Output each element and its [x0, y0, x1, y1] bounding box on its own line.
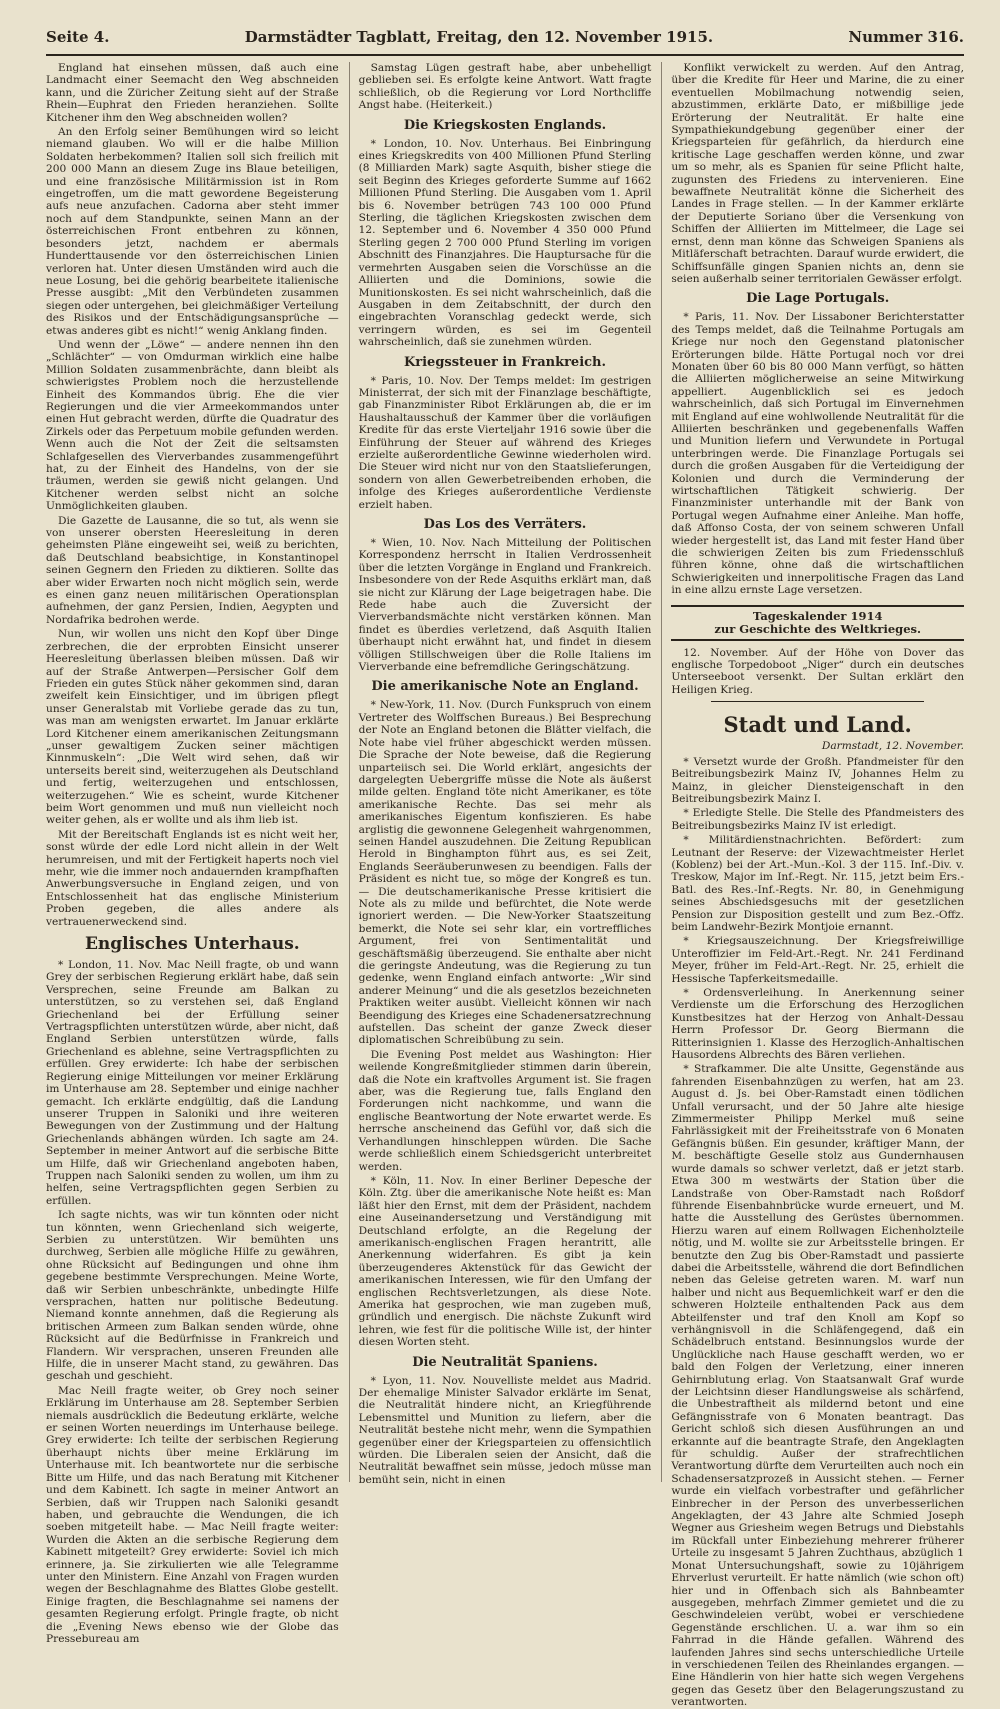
paragraph: * Ordensverleihung. In Anerkennung seiner Verdienste um die Erforschung des Herzoglichen Kunstbesitzes hat der Herzog von Anhalt-Dessau Herrn Professor Dr. Georg Biermann die Ritterinsignien 1. Klasse des Herzoglich-Anhaltischen Hausordens Albrechts des Bären verliehen.	[671, 987, 965, 1062]
masthead	[46, 28, 964, 56]
kalender-subtitle: zur Geschichte des Weltkrieges.	[714, 621, 921, 636]
headline-unterhaus: Englisches Unterhaus.	[84, 934, 300, 955]
paragraph: 12. November. Auf der Höhe von Dover das englische Torpedoboot „Niger“ durch ein deutsches Unterseeboot versenkt. Der Sultan erklärt den Heiligen Krieg.	[671, 646, 965, 696]
paragraph: Samstag Lügen gestraft habe, aber unbehelligt geblieben sei. Es erfolgte keine Antwort. Watt fragte schließlich, ob die Regierung vor Lord Northcliffe Angst habe. (Heiterkeit.)	[358, 62, 652, 112]
paragraph: * Köln, 11. Nov. In einer Berliner Depesche der Köln. Ztg. über die amerikanische Note heißt es: Man läßt hier den Ernst, mit dem der Präsident, nachdem eine Auseinandersetzung und Verständigung mit Deutschland erfolgte, an die Regelung der amerikanisch-englischen Fragen herantritt, alle Anerkennung widerfahren. Es gibt ja kein überzeugenderes Aktenstück für das Gewicht der amerikanischen Interessen, wie für den Umfang der englischen Rechtsverletzungen, als diese Note. Amerika hat gesprochen, wie man zugeben muß, gründlich und energisch. Die nächste Zukunft wird lehren, wie fest für die politische Wille ist, der hinter diesen Worten steht.	[358, 1174, 652, 1349]
kalender-title: Tageskalender 1914	[752, 608, 883, 623]
paragraph: Die Gazette de Lausanne, die so tut, als wenn sie von unserer obersten Heeresleitung in deren geheimsten Pläne eingeweiht sei, weiß zu berichten, daß Deutschland beabsichtige, in Konstantinopel seinen Gegnern den Frieden zu diktieren. Sollte das aber wider Erwarten noch nicht möglich sein, werde es einen ganz neuen militärischen Operationsplan aufnehmen, der ganz Persien, Indien, Aegypten und Nordafrika bedrohen werde.	[46, 514, 339, 626]
headline-portugal: Die Lage Portugals.	[746, 291, 890, 307]
paragraph: Mac Neill fragte weiter, ob Grey noch seiner Erklärung im Unterhause am 28. September Serbien niemals ausdrücklich die Bedeutung erklärte, welche er seinen Worten neuerdings im Unterhause beilege. Grey erwiderte: Ich teilte der serbischen Regierung überhaupt nichts über meine Erklärung im Unterhause mit. Ich beantwortete nur die serbische Bitte um Hilfe, und das nach Beratung mit Kitchener und dem Kabinett. Ich sagte in meiner Antwort an Serbien, daß wir Truppen nach Saloniki gesandt haben, und gebrauchte die Wendungen, die ich soeben mitgeteilt habe. — Mac Neill fragte weiter: Wurden die Akten an die serbische Regierung dem Kabinett mitgeteilt? Grey erwiderte: Soviel ich mich erinnere, ja. Sie zirkulierten wie alle Telegramme unter den Ministern. Eine Anzahl von Fragen wurden wegen der Beschlagnahme des Blattes Globe gestellt. Einige fragten, die Beschlagnahme sei namens der gesamten Regierung erfolgt. Pringle fragte, ob nicht die „Evening News ebenso wie der Globe das Pressebureau am	[46, 1384, 339, 1645]
paragraph: * Versetzt wurde der Großh. Pfandmeister für den Beitreibungsbezirk Mainz IV, Johannes Helm zu Mainz, in gleicher Diensteigenschaft in den Beitreibungsbezirk Mainz I.	[671, 755, 965, 805]
headline-kriegssteuer: Kriegssteuer in Frankreich.	[403, 354, 607, 370]
paragraph: England hat einsehen müssen, daß auch eine Landmacht einer Seemacht den Weg abschneiden kann, und die Züricher Zeitung sieht auf der Straße Rhein—Euphrat den Frieden heranziehen. Sollte Kitchener ihm den Weg abschneiden wollen?	[46, 62, 339, 124]
page-number: Seite 4.	[46, 28, 110, 46]
paragraph: * London, 10. Nov. Unterhaus. Bei Einbringung eines Kriegskredits von 400 Millionen Pfund Sterling (8 Milliarden Mark) sagte Asquith, bisher stiege die seit Beginn des Krieges geforderte Summe auf 1662 Millionen Pfund Sterling. Die Ausgaben vom 1. April bis 6. November betrügen 743 100 000 Pfund Sterling, die täglichen Kriegskosten zwischen dem 12. September und 6. November 4 350 000 Pfund Sterling gegen 2 700 000 Pfund Sterling im vorigen Abschnitt des Finanzjahres. Die Hauptursache für die vermehrten Ausgaben seien die Vorschüsse an die Alliierten und die Dominions, sowie die Munitionskosten. Es sei nicht wahrscheinlich, daß die Ausgaben in dem Zeitabschnitt, der durch den eingebrachten Voranschlag gedeckt werde, sich verringern würden, es sei im Gegenteil wahrscheinlich, daß sie zunehmen würden.	[358, 137, 652, 349]
paragraph: * Paris, 10. Nov. Der Temps meldet: Im gestrigen Ministerrat, der sich mit der Finanzlage beschäftigte, gab Finanzminister Ribot Erklärungen ab, die er im Haushaltausschuß der Kammer über die vorläufigen Kredite für das erste Vierteljahr 1916 sowie über die Einführung der Steuer auf während des Krieges erzielte außerordentliche Gewinne wiederholen wird. Die Steuer wird nicht nur von den Staatslieferungen, sondern von allen Gewerbetreibenden erhoben, die infolge des Krieges außerordentliche Verdienste erzielt haben.	[358, 374, 652, 511]
paragraph: * Lyon, 11. Nov. Nouvelliste meldet aus Madrid. Der ehemalige Minister Salvador erklärte im Senat, die Neutralität hindere nicht, an Kriegführende Lebensmittel und Munition zu liefern, aber die Neutralität bestehe nicht mehr, wenn die Sympathien gegenüber einer der Kriegsparteien zu offensichtlich würden. Die Liberalen seien der Ansicht, daß die Neutralität bewaffnet sein müsse, jedoch müsse man bemüht sein, nicht in einen	[358, 1374, 652, 1486]
headline-note: Die amerikanische Note an England.	[371, 679, 639, 695]
paragraph: Ich sagte nichts, was wir tun könnten oder nicht tun könnten, wenn Griechenland sich weigerte, Serbien zu unterstützen. Wir bemühten uns durchweg, Serbien alle mögliche Hilfe zu gewähren, ohne Rücksicht auf Bedingungen und ohne ihm gegebene bestimmte Versprechungen. Meine Worte, daß wir Serbien unbeschränkte, unbedingte Hilfe versprachen, hatten nur politische Bedeutung. Niemand konnte annehmen, daß die Regierung als britischen Armeen zum Balkan senden würde, ohne Rücksicht auf die Bedürfnisse in Frankreich und Flandern. Wir versprachen, unseren Freunden alle Hilfe, die in unserer Macht stand, zu gewähren. Das geschah und geschieht.	[46, 1209, 339, 1383]
paragraph: Mit der Bereitschaft Englands ist es nicht weit her, sonst würde der edle Lord nicht allein in der Welt herumreisen, und mit der Fertigkeit haperts noch viel mehr, wie die immer noch andauernden krampfhaften Anwerbungsversuche in England zeigen, und von Entschlossenheit hat das englische Ministerium Proben gegeben, die alles andere als vertrauenerweckend sind.	[46, 828, 339, 928]
columns	[46, 62, 965, 1709]
issue-number: Nummer 316.	[848, 28, 964, 46]
paragraph: * Kriegsauszeichnung. Der Kriegsfreiwillige Unteroffizier im Feld-Art.-Regt. Nr. 241 Ferdinand Meyer, früher im Feld-Art.-Regt. Nr. 25, erhielt die Hessische Tapferkeitsmedaille.	[671, 935, 965, 985]
paragraph: * Wien, 10. Nov. Nach Mitteilung der Politischen Korrespondenz herrscht in Italien Verdrossenheit über die letzten Vorgänge in England und Frankreich. Insbesondere von der Rede Asquiths erklärt man, daß sie nicht zur Klärung der Lage beigetragen habe. Die Rede habe auch die Zuversicht der Vierverbandsmächte nicht verstärken können. Man findet es überdies verletzend, daß Asquith Italien überhaupt nicht erwähnt hat, und findet in diesem völligen Stillschweigen über die Rolle Italiens im Vierverbande eine befremdliche Geringschätzung.	[358, 537, 652, 674]
dateline: Darmstadt, 12. November.	[821, 740, 965, 753]
headline-stadt-und-land: Stadt und Land.	[723, 712, 912, 738]
paragraph: * Erledigte Stelle. Die Stelle des Pfandmeisters des Beitreibungsbezirks Mainz IV ist erledigt.	[671, 807, 965, 832]
paragraph: * New-York, 11. Nov. (Durch Funkspruch von einem Vertreter des Wolffschen Bureaus.) Bei Besprechung der Note an England betonen die Blätter vielfach, die Note habe viel früher abgeschickt werden müssen. Die Sprache der Note beweise, daß die Regierung unparteiisch sei. Die World erklärt, angesichts der dargelegten Uebergriffe müsse die Note als äußerst milde gelten. England töte nicht Amerikaner, es töte amerikanische Rechte. Das sei mehr als amerikanisches Eigentum konfiszieren. Es habe arglistig die gewonnene Gelegenheit wahrgenommen, seinen Handel auszudehnen. Die Zeitung Republican Herold in Binghampton führt aus, es sei Zeit, Englands Seeräuberunwesen zu beendigen. Falls der Präsident es nicht tue, so möge der Kongreß es tun. — Die deutschamerikanische Presse kritisiert die Note als zu milde und befürchtet, die Note werde ignoriert werden. — Die New-Yorker Staatszeitung bemerkt, die Note sei sehr klar, ein vortreffliches Argument, frei von Sentimentalität und geschäftsmäßig überzeugend. Sie enthalte aber nicht die geringste Andeutung, was die Regierung zu tun gedenke, wenn England einfach antworte: „Wir sind anderer Meinung“ und die als gesetzlos bezeichneten Praktiken weiter ausübt. Vielleicht können wir nach Beendigung des Krieges eine Schadenersatzrechnung aufstellen. Das scheint der ganze Zweck dieser diplomatischen Schreibübung zu sein.	[358, 699, 652, 1047]
column-1	[46, 62, 339, 1645]
paragraph: Nun, wir wollen uns nicht den Kopf über Dinge zerbrechen, die der erprobten Einsicht unserer Heeresleitung überlassen bleiben müssen. Daß wir auf der Straße Antwerpen—Persischer Golf dem Frieden ein gutes Stück näher gekommen sind, daran zweifelt kein Einsichtiger, und im übrigen pflegt unser Generalstab mit Vorliebe gerade das zu tun, was man am wenigsten erwartet. Im Januar erklärte Lord Kitchener einem amerikanischen Zeitungsmann „unser gewaltigem Zucken seiner mächtigen Kinnmuskeln“: „Die Welt wird sehen, daß wir unterseits bereit sind, weiterzugehen als Deutschland und fertig, weiterzugehen und entschlossen, weiterzugehen.“ Wie es scheint, wurde Kitchener beim Wort genommen und muß nun vielleicht noch weiter gehen, als er wollte und als ihm lieb ist.	[46, 628, 339, 827]
column-3	[661, 62, 965, 1709]
paragraph: Konflikt verwickelt zu werden. Auf den Antrag, über die Kredite für Heer und Marine, die zu einer eventuellen Mobilmachung notwendig seien, abzustimmen, erklärte Dato, er mißbillige jede Erörterung der Neutralität. Er halte eine Sympathiekundgebung gegenüber einer der Kriegsparteien für gefährlich, da hierdurch eine kritische Lage geschaffen werden könne, und zwar um so mehr, als es Spanien für seine Pflicht halte, zugunsten des Friedens zu intervenieren. Eine bewaffnete Neutralität könne die Sicherheit des Landes in Frage stellen. — In der Kammer erklärte der Deputierte Soriano über die Versenkung von Schiffen der Alliierten im Mittelmeer, die Lage sei ernst, denn man könne das Schweigen Spaniens als Mitläferschaft betrachten. Darauf wurde erwidert, die Schiffsunfälle gingen Spanien nichts an, denn sie seien außerhalb seiner territorialen Gewässer erfolgt.	[671, 62, 965, 285]
headline-spanien: Die Neutralität Spaniens.	[412, 1354, 598, 1370]
paragraph: * Militärdienstnachrichten. Befördert: zum Leutnant der Reserve: der Vizewachtmeister Herlet (Koblenz) bei der Art.-Mun.-Kol. 3 der 115. Inf.-Div. v. Treskow, Major im Inf.-Regt. Nr. 115, jetzt beim Ers.-Batl. des Res.-Inf.-Regts. Nr. 80, in Genehmigung seines Abschiedsgesuchs mit der gesetzlichen Pension zur Disposition gestellt und zum Bez.-Offz. beim Landwehr-Bezirk Montjoie ernannt.	[671, 834, 965, 933]
headline-kriegskosten: Die Kriegskosten Englands.	[403, 117, 607, 133]
paragraph: * Strafkammer. Die alte Unsitte, Gegenstände aus fahrenden Eisenbahnzügen zu werfen, hat am 23. August d. Js. bei Ober-Ramstadt einen tödlichen Unfall verursacht, und der 50 Jahre alte hiesige Zimmermeister Philipp Merkel muß seine Fahrlässigkeit mit der Freiheitsstrafe von 6 Monaten Gefängnis büßen. Ein gesunder, kräftiger Mann, der M. beschäftigte Geselle stolz aus Gundernhausen wurde damals so schwer verletzt, daß er jetzt starb. Etwa 300 m westwärts der Station über die Landstraße von Ober-Ramstadt nach Roßdorf führende Eisenbahnbrücke wurde erneuert, und M. hatte die Ausstellung des Gerüstes übernommen. Hierzu waren auf einem Rollwagen Eichenholzteile nötig, und M. wollte sie zur Arbeitsstelle bringen. Er benutzte den Zug bis Ober-Ramstadt und passierte dabei die Arbeitsstelle, während die dort Befindlichen neben das Geleise getreten waren. M. warf nun halber und nicht aus Bequemlichkeit warf er den die schweren Holzteile enthaltenden Pack aus dem Abteilfenster und traf den Knoll am Kopf so verhängnisvoll in die Schläfengegend, daß ein Schädelbruch entstand. Besinnungslos wurde der Unglückliche nach Hause geschafft werden, wo er bald den Folgen der Verletzung, einer inneren Gehirnblutung erlag. Von Staatsanwalt Graf wurde der Leichtsinn dieser Handlungsweise als schärfend, die Unbestraftheit als mildernd betont und eine Gefängnisstrafe von 6 Monaten beantragt. Das Gericht schloß sich diesen Ausführungen an und erkannte auf die beantragte Strafe, den Angeklagten für schuldig. Außer der strafrechtlichen Verantwortung dürfte dem Verurteilten auch noch ein Schadensersatzprozeß in Aussicht stehen. — Ferner wurde ein vielfach vorbestrafter und gefährlicher Einbrecher in der Person des unverbesserlichen Angeklagten, der 43 Jahre alte Schmied Joseph Wegner aus Griesheim wegen Betrugs und Diebstahls im Rückfall unter Einbeziehung mehrerer früherer Urteile zu insgesamt 5 Jahren Zuchthaus, abzüglich 1 Monat Untersuchungshaft, sowie zu 10jährigem Ehrverlust verurteilt. Er hatte nämlich (wie schon oft) hier und in Offenbach sich als Bahnbeamter ausgegeben, mehrfach Zimmer gemietet und die zu Geschwindeleien verübt, wobei er verschiedene Gegenstände erschlichen. U. a. war ihm so ein Fahrrad in die Hände gefallen. Während des laufenden Jahres sind sechs unterschiedliche Urteile in verschiedenen Teilen des Rheinlandes ergangen. — Eine Händlerin von hier hatte sich wegen Vergehens gegen das Gesetz über den Belagerungszustand zu verantworten.	[671, 1063, 965, 1709]
paragraph: * Paris, 11. Nov. Der Lissaboner Berichterstatter des Temps meldet, daß die Teilnahme Portugals am Kriege nur noch den Gegenstand platonischer Erörterungen bilde. Hätte Portugal noch vor drei Monaten über 60 bis 80 000 Mann verfügt, so hätten die Alliierten möglicherweise an seine Mitwirkung appelliert. Augenblicklich sei es jedoch wahrscheinlich, daß sich Portugal im Einvernehmen mit England auf eine wohlwollende Neutralität für die Alliierten beschränken und gegebenenfalls Waffen und Munition liefern und Verwundete in Portugal unterbringen werde. Die Finanzlage Portugals sei durch die großen Ausgaben für die Verteidigung der Kolonien und durch die Verminderung der wirtschaftlichen Tätigkeit schwierig. Der Finanzminister unterhandle mit der Bank von Portugal wegen Aufnahme einer Anleihe. Man hoffe, daß Affonso Costa, der von seinem schweren Unfall wieder hergestellt ist, das Land mit fester Hand über die schwierigen Zeiten bis zum Friedensschluß führen könne, ohne daß die wirtschaftlichen Schwierigkeiten und innerpolitische Fragen das Land in eine allzu ernste Lage versetzen.	[671, 311, 965, 597]
newspaper-title: Darmstädter Tagblatt, Freitag, den 12. November 1915.	[244, 28, 714, 46]
paragraph: An den Erfolg seiner Bemühungen wird so leicht niemand glauben. Wo will er die halbe Million Soldaten herbekommen? Italien soll sich freilich mit 200 000 Mann an diesem Zuge ins Blaue beteiligen, und eine französische Militärmission ist in Rom eingetroffen, um die matt gewordene Begeisterung aufs neue anzufachen. Cadorna aber steht immer noch auf dem Standpunkte, seinen Mann an der österreichischen Front entbehren zu können, besonders jetzt, nachdem er abermals Hunderttausende vor den österreichischen Linien verloren hat. Unter diesen Umständen wird auch die neue Losung, bei die gehörig bearbeitete italienische Presse ausgibt: „Mit den Verbündeten zusammen siegen oder untergehen, bei gleichmäßiger Verteilung des Risikos und der Entschädigungsansprüche — etwas anderes gibt es nicht!“ wenig Anklang finden.	[46, 126, 339, 337]
divider	[711, 701, 924, 702]
tageskalender-box	[671, 605, 964, 641]
paragraph: Die Evening Post meldet aus Washington: Hier weilende Kongreßmitglieder stimmen darin überein, daß die Note ein kraftvolles Argument ist. Sie fragen aber, was die Regierung tue, falls England den Forderungen nicht nachkomme, und wann die englische Beantwortung der Note erwartet werde. Es herrsche anscheinend das Gefühl vor, daß sich die Verhandlungen hinschleppen würden. Die Sache werde schließlich einem Schiedsgericht unterbreitet werden.	[358, 1048, 652, 1173]
headline-verraeter: Das Los des Verräters.	[423, 517, 587, 532]
column-2	[349, 62, 652, 1486]
paragraph: * London, 11. Nov. Mac Neill fragte, ob und wann Grey der serbischen Regierung erklärt habe, daß sein Versprechen, seine Freunde am Balkan zu unterstützen, so zu verstehen sei, daß England Griechenland bei der Erfüllung seiner Vertragspflichten unterstützen würde, aber nicht, daß England Serbien unterstützen würde, falls Griechenland es ablehne, seine Vertragspflichten zu erfüllen. Grey erwiderte: Ich habe der serbischen Regierung einige Mitteilungen vor meiner Erklärung im Unterhause am 28. September und einige nachher gemacht. Ich erklärte endgültig, daß die Landung unserer Truppen in Saloniki und ihre weiteren Bewegungen von der Zustimmung und der Haltung Griechenlands abhängen würden. Ich sagte am 24. September in meiner Antwort auf die serbische Bitte um Hilfe, daß wir Griechenland angeboten haben, Truppen nach Saloniki senden zu wollen, um ihm zu helfen, seine Vertragspflichten gegen Serbien zu erfüllen.	[46, 959, 339, 1207]
paragraph: Und wenn der „Löwe“ — andere nennen ihn den „Schlächter“ — von Omdurman wirklich eine halbe Million Soldaten zusammenbrächte, dann bleibt als schwierigstes Problem noch die herzustellende Einheit des Kommandos übrig. Ehe die vier Regierungen und die vier Armeekommandos unter einen Hut gebracht werden, dürfte die Quadratur des Zirkels oder das Perpetuum mobile gefunden werden. Wenn auch die Not der Zeit die seltsamsten Schlafgesellen des Vierverbandes zusammengeführt hat, zu der Einheit des Handelns, von der sie träumen, werden sie gewiß nicht gelangen. Und Kitchener werden selbst nicht an solche Unmöglichkeiten glauben.	[46, 338, 339, 513]
